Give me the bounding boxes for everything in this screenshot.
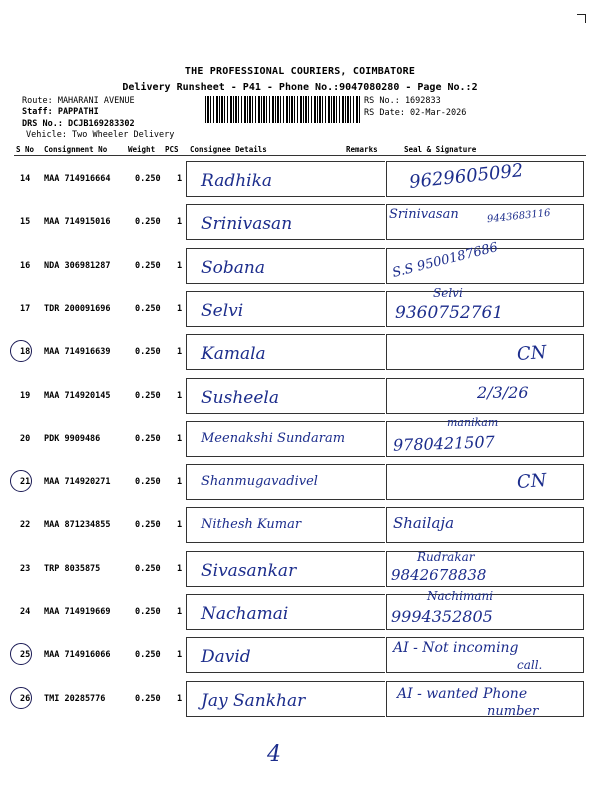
signature-secondary: 9842678838	[391, 565, 487, 584]
table-row	[14, 287, 586, 329]
consignee-name: Meenakshi Sundaram	[201, 430, 346, 446]
row-weight: 0.250	[135, 520, 161, 531]
table-row	[14, 200, 586, 242]
consignee-details-box	[186, 204, 385, 240]
row-weight: 0.250	[135, 563, 161, 574]
consignee-details-box	[186, 161, 385, 197]
consignee-name: Srinivasan	[201, 214, 293, 235]
signature-primary: Srinivasan	[389, 207, 459, 223]
row-consignment: MAA 714915016	[44, 217, 111, 228]
seal-signature-box	[386, 464, 584, 500]
seal-signature-box	[386, 681, 584, 717]
staff-label: Staff: PAPPATHI	[22, 107, 99, 117]
page-mark: 4	[267, 742, 281, 767]
seal-signature-box	[386, 334, 584, 370]
runsheet-subtitle: Delivery Runsheet - P41 - Phone No.:9047080280 - Page No.:2	[122, 82, 478, 93]
rs-number: RS No.: 1692833	[364, 96, 441, 106]
row-pcs: 1	[177, 433, 183, 444]
signature-secondary: 9780421507	[392, 432, 496, 455]
signature-primary: CN	[516, 342, 548, 366]
consignee-details-box	[186, 464, 385, 500]
signature-secondary: call.	[517, 658, 543, 673]
consignee-name: Susheela	[201, 387, 279, 408]
consignee-details-box	[186, 291, 385, 327]
consignee-name: Selvi	[201, 300, 244, 321]
seal-signature-box	[386, 161, 584, 197]
consignee-details-box	[186, 378, 385, 414]
row-pcs: 1	[177, 520, 183, 531]
seal-signature-box	[386, 285, 584, 327]
row-sno: 16	[20, 260, 31, 271]
consignee-details-box	[186, 637, 385, 673]
row-sno: 25	[20, 650, 31, 661]
signature-primary: Shailaja	[393, 514, 455, 533]
row-weight: 0.250	[135, 477, 161, 488]
row-pcs: 1	[177, 260, 183, 271]
row-sno: 14	[20, 174, 31, 184]
row-pcs: 1	[177, 607, 183, 617]
consignee-name: Jay Sankhar	[201, 690, 306, 711]
consignee-name: Kamala	[201, 344, 266, 365]
consignee-name: Nithesh Kumar	[201, 517, 302, 533]
company-title: THE PROFESSIONAL COURIERS, COIMBATORE	[184, 66, 416, 77]
consignee-name: Sobana	[201, 257, 265, 278]
row-consignment: TRP 8035875	[44, 563, 101, 574]
table-row	[14, 330, 586, 372]
row-consignment: MAA 714920145	[44, 390, 111, 401]
table-row	[14, 547, 586, 589]
consignee-details-box	[186, 681, 385, 717]
row-sno: 15	[20, 217, 31, 228]
row-weight: 0.250	[135, 303, 161, 314]
row-pcs: 1	[177, 347, 183, 358]
signature-primary: AI - wanted Phone	[397, 685, 528, 702]
row-weight: 0.250	[135, 347, 161, 358]
seal-signature-box	[386, 551, 584, 587]
table-row	[14, 677, 586, 719]
table-row	[14, 633, 586, 675]
signature-primary: CN	[516, 470, 548, 494]
row-sno: 20	[20, 433, 31, 444]
row-weight: 0.250	[135, 433, 161, 444]
consignee-name: David	[201, 647, 251, 668]
row-pcs: 1	[177, 477, 183, 488]
consignee-details-box	[186, 334, 385, 370]
row-consignment: TMI 20285776	[44, 693, 106, 704]
seal-signature-box	[386, 415, 584, 457]
consignee-name: Sivasankar	[201, 560, 297, 581]
signature-secondary: 9360752761	[395, 302, 504, 323]
seal-signature-box	[386, 204, 584, 240]
col-sno: S No	[16, 145, 35, 154]
consignee-details-box	[186, 594, 385, 630]
table-row	[14, 417, 586, 459]
row-pcs: 1	[177, 217, 183, 228]
seal-signature-box	[386, 507, 584, 543]
seal-signature-box	[386, 378, 584, 414]
row-consignment: TDR 200091696	[44, 303, 111, 314]
row-consignment: MAA 871234855	[44, 520, 111, 531]
signature-primary: manikam	[447, 415, 499, 429]
row-consignment: MAA 714916639	[44, 347, 111, 358]
table-row	[14, 239, 586, 286]
signature-primary: Rudrakar	[417, 549, 475, 564]
col-weight: Weight	[128, 145, 156, 154]
col-remarks: Remarks	[346, 145, 378, 154]
signature-secondary: 9994352805	[391, 607, 493, 626]
col-seal: Seal & Signature	[404, 145, 477, 154]
row-pcs: 1	[177, 693, 183, 704]
row-consignment: MAA 714920271	[44, 477, 111, 488]
signature-primary: 2/3/26	[477, 382, 529, 402]
rs-date: RS Date: 02-Mar-2026	[364, 108, 467, 118]
consignee-details-box	[186, 248, 385, 284]
table-row	[14, 157, 586, 199]
row-sno: 23	[20, 563, 31, 574]
consignee-name: Shanmugavadivel	[201, 474, 318, 490]
col-consignment: Consignment No	[44, 145, 108, 154]
row-consignment: MAA 714916664	[44, 174, 111, 184]
signature-primary: Nachimani	[427, 589, 494, 603]
seal-signature-box	[386, 637, 584, 673]
row-sno: 21	[20, 477, 31, 488]
row-consignment: PDK 9909486	[44, 433, 101, 444]
col-pcs: PCS	[165, 145, 179, 154]
consignee-name: Radhika	[201, 171, 273, 191]
table-header	[14, 143, 586, 156]
row-weight: 0.250	[135, 174, 161, 184]
row-weight: 0.250	[135, 390, 161, 401]
row-weight: 0.250	[135, 217, 161, 228]
drs-label: DRS No.: DCJB169283302	[22, 119, 135, 129]
row-pcs: 1	[177, 303, 183, 314]
corner-mark	[577, 14, 586, 23]
seal-signature-box	[386, 589, 584, 630]
signature-secondary: 9443683116	[486, 208, 552, 226]
signature-primary: AI - Not incoming	[393, 640, 519, 657]
row-sno: 26	[20, 693, 31, 704]
signature-primary: 9629605092	[408, 160, 525, 193]
table-row	[14, 503, 586, 545]
vehicle-label: Vehicle: Two Wheeler Delivery	[26, 130, 175, 140]
row-sno: 22	[20, 520, 31, 531]
seal-signature-box	[386, 239, 584, 284]
row-consignment: MAA 714919669	[44, 607, 111, 617]
row-weight: 0.250	[135, 260, 161, 271]
table-row	[14, 460, 586, 502]
row-sno: 17	[20, 303, 31, 314]
row-sno: 19	[20, 390, 31, 401]
row-sno: 24	[20, 607, 31, 617]
col-details: Consignee Details	[190, 145, 267, 154]
row-weight: 0.250	[135, 650, 161, 661]
row-consignment: NDA 306981287	[44, 260, 111, 271]
row-pcs: 1	[177, 650, 183, 661]
table-row	[14, 590, 586, 632]
consignee-details-box	[186, 507, 385, 543]
row-pcs: 1	[177, 563, 183, 574]
row-pcs: 1	[177, 390, 183, 401]
row-pcs: 1	[177, 174, 183, 184]
consignee-name: Nachamai	[201, 604, 289, 624]
route-label: Route: MAHARANI AVENUE	[22, 96, 135, 106]
signature-primary: Selvi	[433, 285, 463, 300]
signature-primary: S.S 9500187686	[390, 239, 500, 281]
consignee-details-box	[186, 551, 385, 587]
row-consignment: MAA 714916066	[44, 650, 111, 661]
barcode	[205, 96, 360, 123]
row-weight: 0.250	[135, 607, 161, 617]
consignee-details-box	[186, 421, 385, 457]
signature-secondary: number	[487, 703, 539, 719]
table-row	[14, 374, 586, 416]
row-weight: 0.250	[135, 693, 161, 704]
row-sno: 18	[20, 347, 31, 358]
